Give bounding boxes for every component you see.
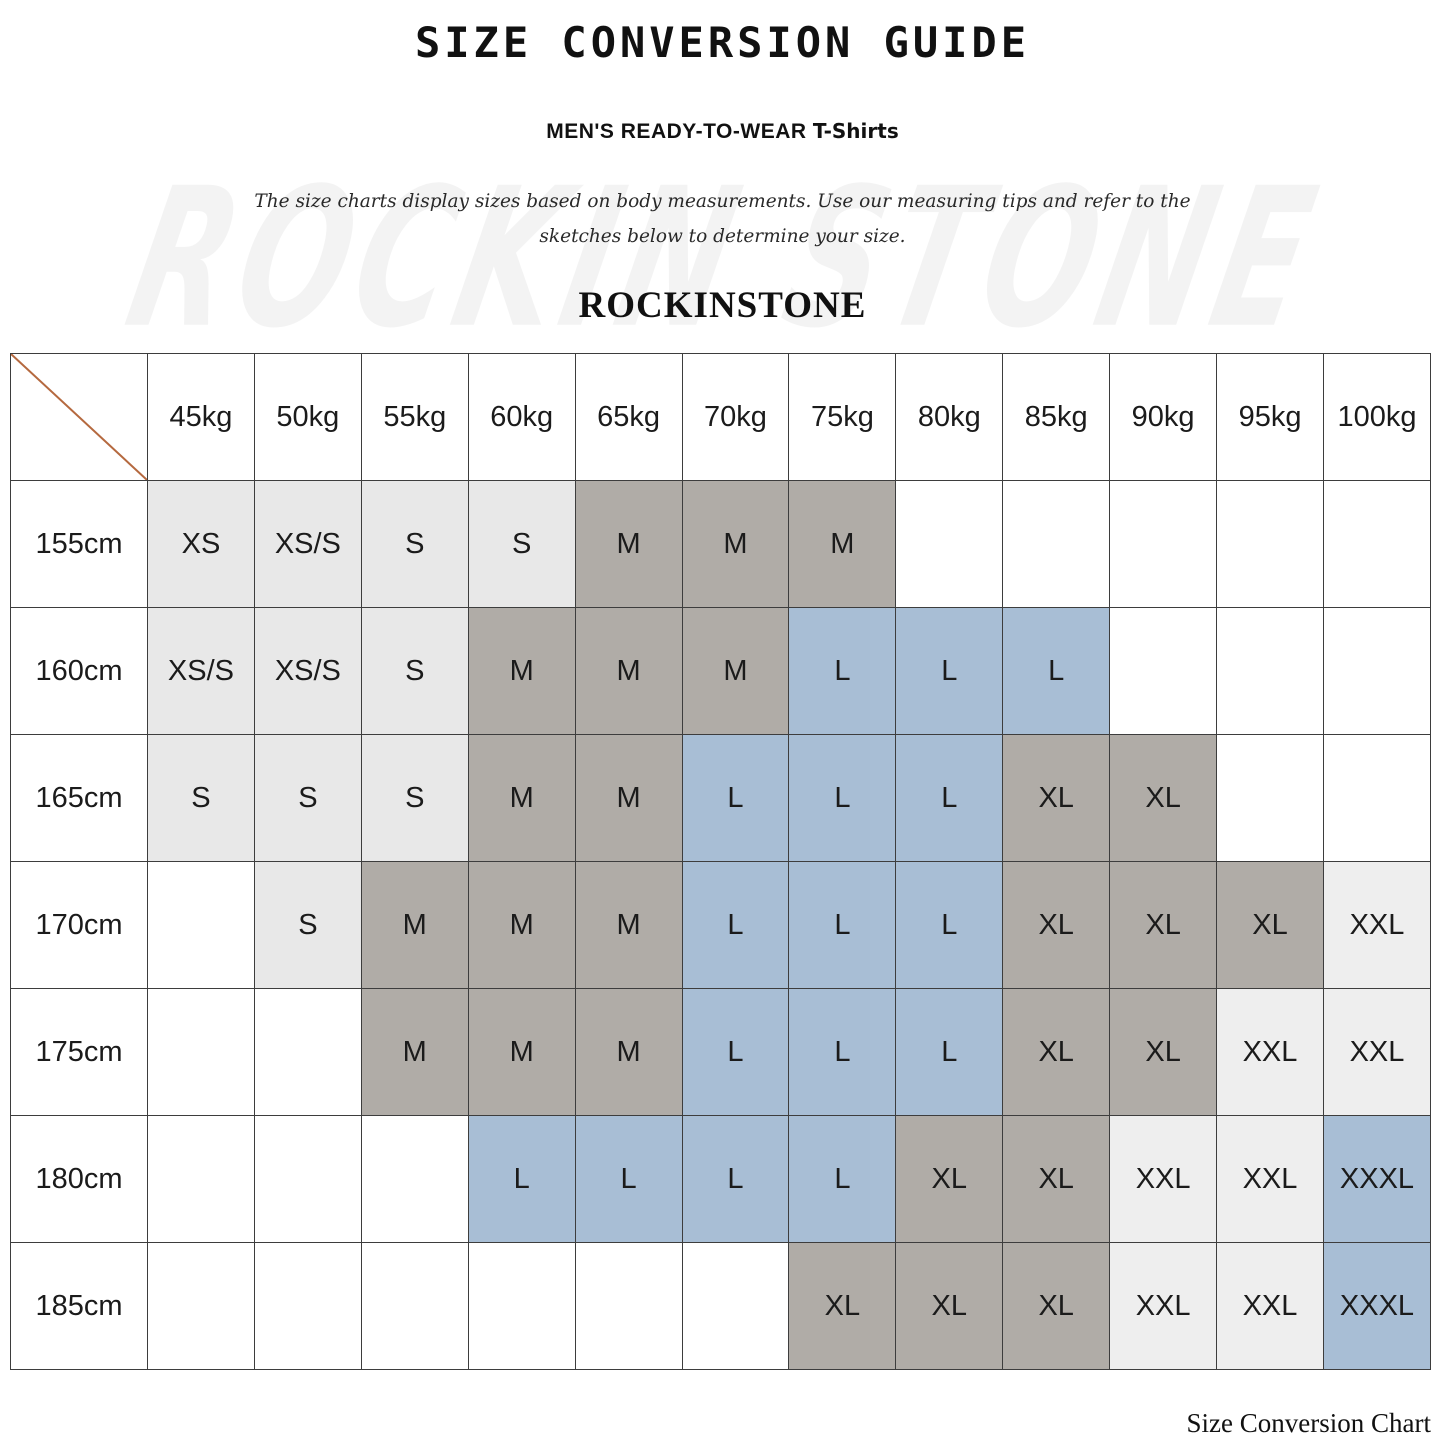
size-cell: M	[468, 608, 575, 735]
size-cell: M	[468, 989, 575, 1116]
size-cell: XL	[1003, 735, 1110, 862]
row-header: 170cm	[11, 862, 148, 989]
size-cell: M	[682, 608, 789, 735]
table-row	[11, 1116, 1431, 1243]
size-cell: XL	[896, 1116, 1003, 1243]
size-cell: XL	[1003, 989, 1110, 1116]
size-cell: XL	[1003, 1116, 1110, 1243]
brand-name: ROCKINSTONE	[578, 285, 867, 327]
size-cell: M	[575, 481, 682, 608]
size-cell	[1323, 481, 1430, 608]
subtitle-category: T-Shirts	[812, 119, 899, 143]
row-header: 180cm	[11, 1116, 148, 1243]
size-cell: L	[682, 735, 789, 862]
size-cell: L	[468, 1116, 575, 1243]
size-cell	[1110, 608, 1217, 735]
size-cell: XXXL	[1323, 1243, 1430, 1370]
size-cell: S	[361, 735, 468, 862]
column-header: 95kg	[1217, 354, 1324, 481]
row-header: 165cm	[11, 735, 148, 862]
diagonal-divider-icon	[11, 354, 147, 480]
size-cell	[1217, 735, 1324, 862]
table-row	[11, 735, 1431, 862]
size-cell: XXL	[1217, 1243, 1324, 1370]
size-cell: L	[789, 862, 896, 989]
size-cell	[1323, 608, 1430, 735]
size-cell: M	[468, 862, 575, 989]
table-body	[11, 481, 1431, 1370]
size-cell: M	[468, 735, 575, 862]
size-cell	[575, 1243, 682, 1370]
size-cell: XXL	[1110, 1243, 1217, 1370]
size-cell	[1217, 608, 1324, 735]
size-cell	[254, 1116, 361, 1243]
size-cell: L	[575, 1116, 682, 1243]
size-cell: XXL	[1323, 989, 1430, 1116]
size-cell: XS/S	[254, 608, 361, 735]
column-header: 65kg	[575, 354, 682, 481]
size-cell: S	[361, 481, 468, 608]
size-cell: XXL	[1217, 989, 1324, 1116]
column-header: 50kg	[254, 354, 361, 481]
column-header: 60kg	[468, 354, 575, 481]
row-header: 155cm	[11, 481, 148, 608]
measurement-note: The size charts display sizes based on body measurements. Use our measuring tips and refer to the sketches below to determine your size.	[254, 191, 1191, 248]
size-cell: L	[682, 989, 789, 1116]
column-header: 80kg	[896, 354, 1003, 481]
table-row	[11, 608, 1431, 735]
size-cell	[148, 1243, 255, 1370]
footer-caption: Size Conversion Chart	[1186, 1408, 1431, 1438]
table-row	[11, 1243, 1431, 1370]
table-row	[11, 481, 1431, 608]
size-cell	[361, 1116, 468, 1243]
column-header: 55kg	[361, 354, 468, 481]
size-cell: XL	[1217, 862, 1324, 989]
size-cell: L	[896, 989, 1003, 1116]
size-cell	[1003, 481, 1110, 608]
size-cell	[1323, 735, 1430, 862]
size-cell	[254, 1243, 361, 1370]
size-cell: XS/S	[254, 481, 361, 608]
size-cell: L	[789, 989, 896, 1116]
size-cell	[254, 989, 361, 1116]
size-cell: L	[682, 1116, 789, 1243]
size-cell: L	[896, 862, 1003, 989]
size-cell	[468, 1243, 575, 1370]
size-cell: L	[789, 1116, 896, 1243]
size-cell	[148, 989, 255, 1116]
size-cell: S	[148, 735, 255, 862]
size-cell: M	[575, 608, 682, 735]
table-corner-cell	[11, 354, 148, 481]
row-header: 160cm	[11, 608, 148, 735]
table-row	[11, 989, 1431, 1116]
size-cell: L	[1003, 608, 1110, 735]
size-cell: S	[361, 608, 468, 735]
size-cell: XL	[1003, 862, 1110, 989]
size-cell: XL	[1003, 1243, 1110, 1370]
size-cell: S	[468, 481, 575, 608]
column-header: 100kg	[1323, 354, 1430, 481]
size-cell: L	[789, 608, 896, 735]
size-cell: XXL	[1110, 1116, 1217, 1243]
column-header: 45kg	[148, 354, 255, 481]
size-cell: L	[789, 735, 896, 862]
size-cell	[361, 1243, 468, 1370]
size-cell: M	[575, 862, 682, 989]
size-cell: M	[575, 735, 682, 862]
size-cell	[148, 1116, 255, 1243]
row-header: 175cm	[11, 989, 148, 1116]
size-cell: XXL	[1323, 862, 1430, 989]
size-cell	[1217, 481, 1324, 608]
row-header: 185cm	[11, 1243, 148, 1370]
size-cell	[148, 862, 255, 989]
column-header: 85kg	[1003, 354, 1110, 481]
page-title: SIZE CONVERSION GUIDE	[414, 18, 1030, 67]
column-header: 90kg	[1110, 354, 1217, 481]
page-subtitle	[0, 119, 1445, 144]
size-cell: XL	[1110, 862, 1217, 989]
size-cell	[896, 481, 1003, 608]
size-cell: XXXL	[1323, 1116, 1430, 1243]
size-cell: XL	[789, 1243, 896, 1370]
size-cell: M	[361, 862, 468, 989]
subtitle-main: MEN'S READY-TO-WEAR	[546, 120, 807, 143]
size-cell: S	[254, 862, 361, 989]
size-cell: XL	[1110, 735, 1217, 862]
table-header-row	[11, 354, 1431, 481]
size-cell: M	[575, 989, 682, 1116]
size-cell: M	[682, 481, 789, 608]
size-cell	[682, 1243, 789, 1370]
size-cell: XXL	[1217, 1116, 1324, 1243]
column-header: 75kg	[789, 354, 896, 481]
table-row	[11, 862, 1431, 989]
size-cell: M	[361, 989, 468, 1116]
size-cell: XL	[896, 1243, 1003, 1370]
size-cell: L	[682, 862, 789, 989]
brand-watermark	[0, 148, 1445, 372]
size-cell	[1110, 481, 1217, 608]
size-cell: XL	[1110, 989, 1217, 1116]
size-cell: L	[896, 735, 1003, 862]
size-cell: S	[254, 735, 361, 862]
size-cell: M	[789, 481, 896, 608]
size-conversion-table	[10, 353, 1431, 1370]
size-cell: XS	[148, 481, 255, 608]
column-header: 70kg	[682, 354, 789, 481]
size-cell: XS/S	[148, 608, 255, 735]
size-cell: L	[896, 608, 1003, 735]
